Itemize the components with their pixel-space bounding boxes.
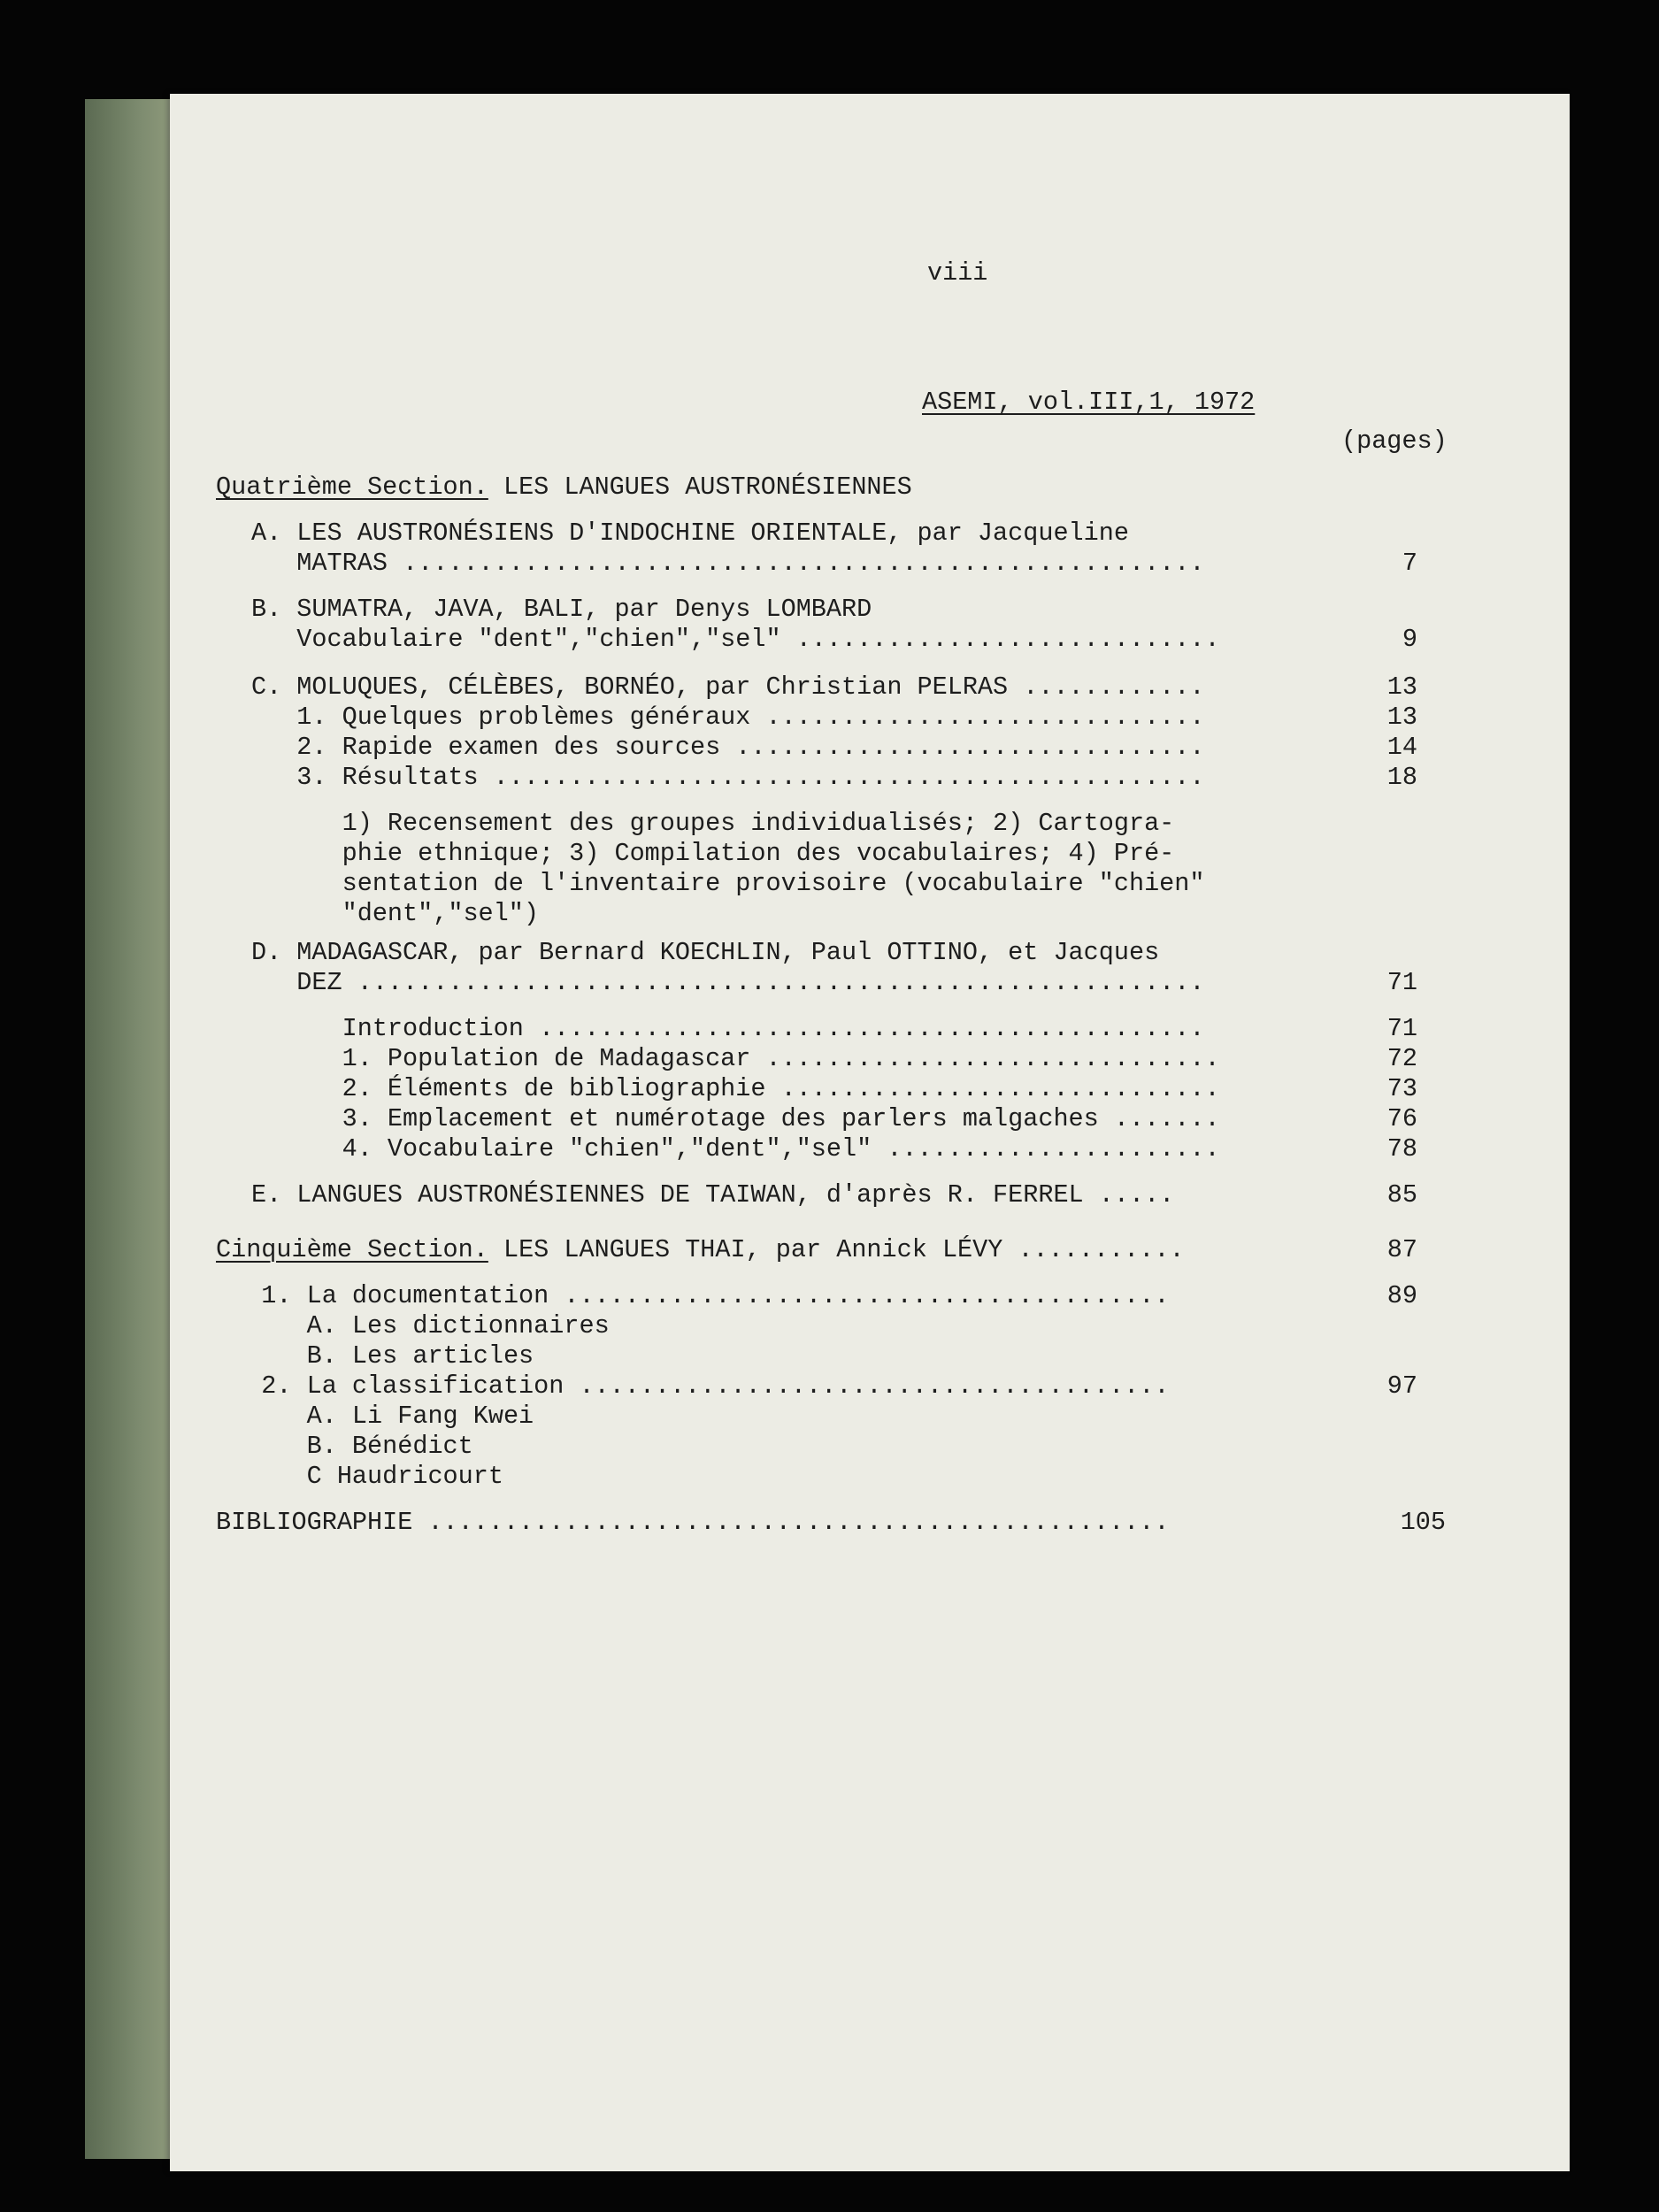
toc-c-page4: 18 xyxy=(1386,763,1417,792)
toc-thai-l2b: B. Bénédict xyxy=(216,1432,473,1461)
section5-page: 87 xyxy=(1386,1235,1417,1264)
toc-c-note4: "dent","sel") xyxy=(251,899,539,928)
toc-a-page: 7 xyxy=(1402,549,1417,578)
toc-c-line1: C. MOLUQUES, CÉLÈBES, BORNÉO, par Christian PELRAS ............ xyxy=(251,672,1205,702)
toc-c-page1: 13 xyxy=(1386,672,1417,702)
toc-c-line3: 2. Rapide examen des sources ............................... xyxy=(251,733,1205,762)
toc-thai-l2: 2. La classification ....................................... xyxy=(216,1371,1170,1401)
toc-d-s1: 1. Population de Madagascar .............................. xyxy=(251,1044,1220,1073)
toc-a-line1: A. LES AUSTRONÉSIENS D'INDOCHINE ORIENTALE, par Jacqueline xyxy=(251,518,1129,548)
toc-d-s3-page: 76 xyxy=(1386,1104,1417,1133)
toc-thai-l2a: A. Li Fang Kwei xyxy=(216,1402,534,1431)
toc-d-intro: Introduction ............................................ xyxy=(251,1014,1205,1043)
toc-d-s2: 2. Éléments de bibliographie ............................. xyxy=(251,1074,1220,1103)
toc-b-line2: Vocabulaire "dent","chien","sel" ............................ xyxy=(251,625,1220,654)
toc-thai-l1b: B. Les articles xyxy=(216,1341,534,1371)
toc-d-intro-page: 71 xyxy=(1386,1014,1417,1043)
toc-e-line: E. LANGUES AUSTRONÉSIENNES DE TAIWAN, d'après R. FERREL ..... xyxy=(251,1180,1175,1210)
binding-spine xyxy=(85,99,179,2159)
toc-bibliographie: BIBLIOGRAPHIE ................................................. xyxy=(216,1508,1170,1537)
toc-d-s1-page: 72 xyxy=(1386,1044,1417,1073)
toc-d-page: 71 xyxy=(1386,968,1417,997)
journal-header: ASEMI, vol.III,1, 1972 xyxy=(922,388,1256,417)
document-page xyxy=(170,94,1570,2171)
toc-thai-l2c: C Haudricourt xyxy=(216,1462,503,1491)
toc-d-s3: 3. Emplacement et numérotage des parlers malgaches ....... xyxy=(251,1104,1220,1133)
toc-thai-l2-page: 97 xyxy=(1386,1371,1417,1401)
toc-b-page: 9 xyxy=(1402,625,1417,654)
toc-c-line4: 3. Résultats ............................................... xyxy=(251,763,1205,792)
toc-c-note3: sentation de l'inventaire provisoire (vocabulaire "chien" xyxy=(251,869,1205,898)
toc-d-line2: DEZ ........................................................ xyxy=(251,968,1205,997)
toc-d-line1: D. MADAGASCAR, par Bernard KOECHLIN, Paul OTTINO, et Jacques xyxy=(251,938,1160,967)
toc-d-s4-page: 78 xyxy=(1386,1134,1417,1164)
toc-b-line1: B. SUMATRA, JAVA, BALI, par Denys LOMBARD xyxy=(251,595,872,624)
toc-c-page3: 14 xyxy=(1386,733,1417,762)
toc-c-note2: phie ethnique; 3) Compilation des vocabulaires; 4) Pré- xyxy=(251,839,1175,868)
page-number: viii xyxy=(927,258,988,288)
toc-a-line2: MATRAS ..................................................... xyxy=(251,549,1205,578)
section5-heading xyxy=(216,1235,1185,1265)
section4-heading xyxy=(216,472,912,503)
toc-c-page2: 13 xyxy=(1386,703,1417,732)
section5-label: Cinquième Section. xyxy=(216,1235,488,1264)
toc-d-s2-page: 73 xyxy=(1386,1074,1417,1103)
toc-thai-l1a: A. Les dictionnaires xyxy=(216,1311,610,1340)
toc-d-s4: 4. Vocabulaire "chien","dent","sel" ...................... xyxy=(251,1134,1220,1164)
section5-title: LES LANGUES THAI, par Annick LÉVY ........... xyxy=(488,1235,1185,1264)
toc-c-note1: 1) Recensement des groupes individualisés; 2) Cartogra- xyxy=(251,809,1175,838)
toc-thai-l1-page: 89 xyxy=(1386,1281,1417,1310)
toc-bibliographie-page: 105 xyxy=(1400,1508,1446,1537)
pages-label: (pages) xyxy=(1341,426,1448,456)
toc-e-page: 85 xyxy=(1386,1180,1417,1210)
toc-thai-l1: 1. La documentation ........................................ xyxy=(216,1281,1170,1310)
section4-label: Quatrième Section. xyxy=(216,472,488,502)
toc-c-line2: 1. Quelques problèmes généraux ............................. xyxy=(251,703,1205,732)
section4-title: LES LANGUES AUSTRONÉSIENNES xyxy=(488,472,912,502)
